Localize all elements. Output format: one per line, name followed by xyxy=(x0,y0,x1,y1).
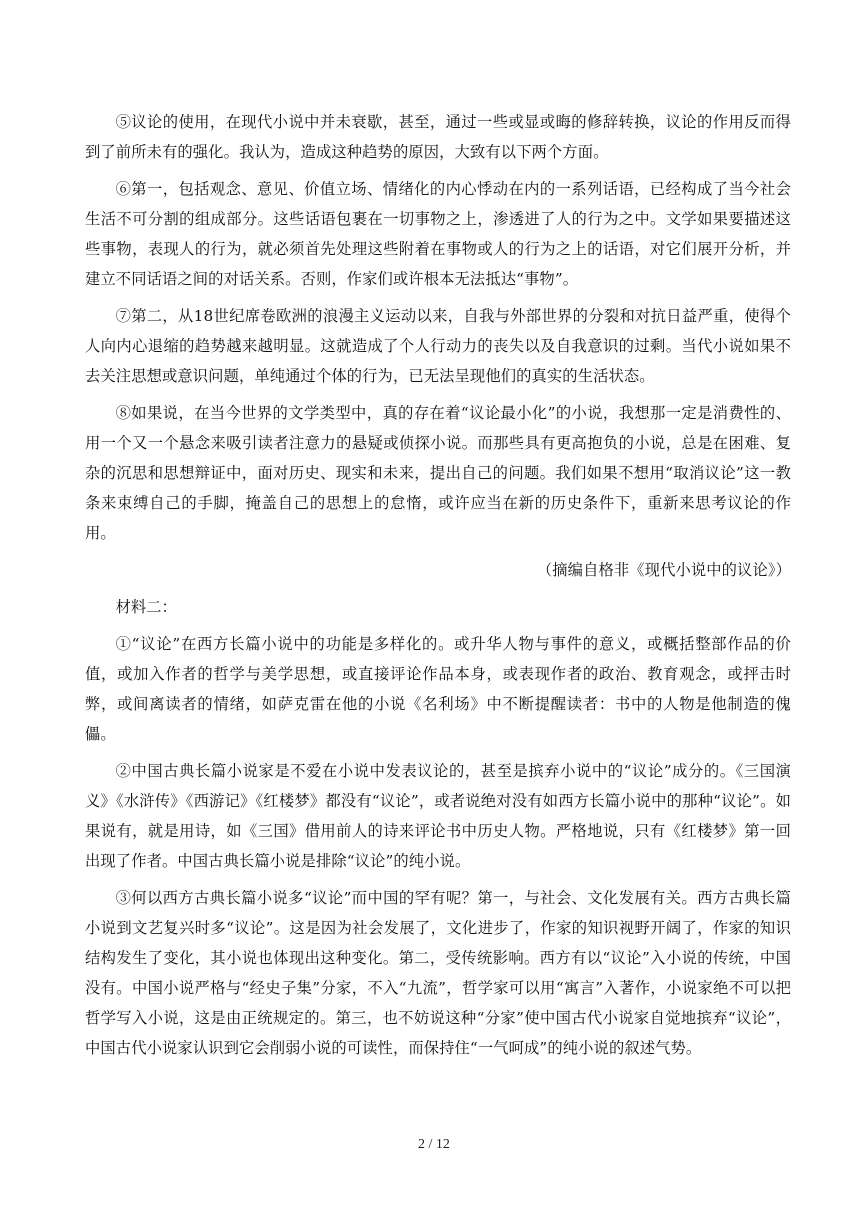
paragraph-8: ⑧如果说，在当今世界的文学类型中，真的存在着“议论最小化”的小说，我想那一定是消费性的、用一个又一个悬念来吸引读者注意力的悬疑或侦探小说。而那些具有更高抱负的小说，总是在困难、复杂的沉思和思想辩证中，面对历史、现实和未来，提出自己的问题。我们如果不想用“取消议论”这一教条来束缚自己的手脚，掩盖自己的思想上的怠惰，或许应当在新的历史条件下，重新来思考议论的作用。 xyxy=(85,404,791,542)
source-citation: （摘编自格非《现代小说中的议论》） xyxy=(536,561,791,579)
paragraph-5: ⑤议论的使用，在现代小说中并未衰歇，甚至，通过一些或显或晦的修辞转换，议论的作用反而得到了前所未有的强化。我认为，造成这种趋势的原因，大致有以下两个方面。 xyxy=(85,113,791,161)
material-two-heading: 材料二： xyxy=(115,598,177,616)
paragraph-6: ⑥第一，包括观念、意见、价值立场、情绪化的内心悸动在内的一系列话语，已经构成了当今社会生活不可分割的组成部分。这些话语包裹在一切事物之上，渗透进了人的行为之中。文学如果要描述这些事物，表现人的行为，就必须首先处理这些附着在事物或人的行为之上的话语，对它们展开分析，并建立不同话语之间的对话关系。否则，作家们或许根本无法抵达“事物”。 xyxy=(85,180,791,288)
material2-paragraph-1: ①“议论”在西方长篇小说中的功能是多样化的。或升华人物与事件的意义，或概括整部作品的价值，或加入作者的哲学与美学思想，或直接评论作品本身，或表现作者的政治、教育观念，或抨击时弊，或间离读者的情绪，如萨克雷在他的小说《名利场》中不断提醒读者：书中的人物是他制造的傀儡。 xyxy=(85,635,791,743)
material2-paragraph-3: ③何以西方古典长篇小说多“议论”而中国的罕有呢？第一，与社会、文化发展有关。西方古典长篇小说到文艺复兴时多“议论”。这是因为社会发展了，文化进步了，作家的知识视野开阔了，作家的知识结构发生了变化，其小说也体现出这种变化。第二，受传统影响。西方有以“议论”入小说的传统，中国没有。中国小说严格与“经史子集”分家，不入“九流”，哲学家可以用“寓言”入著作，小说家绝不可以把哲学写入小说，这是由正统规定的。第三，也不妨说这种“分家”使中国古代小说家自觉地摈弃“议论”，中国古代小说家认识到它会削弱小说的可读性，而保持住“一气呵成”的纯小说的叙述气势。 xyxy=(85,889,791,1057)
material2-paragraph-2: ②中国古典长篇小说家是不爱在小说中发表议论的，甚至是摈弃小说中的“议论”成分的。《三国演义》《水浒传》《西游记》《红楼梦》都没有“议论”，或者说绝对没有如西方长篇小说中的那种“议论”。如果说有，就是用诗，如《三国》借用前人的诗来评论书中历史人物。严格地说，只有《红楼梦》第一回出现了作者。中国古典长篇小说是排除“议论”的纯小说。 xyxy=(85,762,791,870)
document-body xyxy=(85,107,791,1070)
page-number: 2 / 12 xyxy=(418,1137,450,1152)
paragraph-7: ⑦第二，从18世纪席卷欧洲的浪漫主义运动以来，自我与外部世界的分裂和对抗日益严重，使得个人向内心退缩的趋势越来越明显。这就造成了个人行动力的丧失以及自我意识的过剩。当代小说如果不去关注思想或意识问题，单纯通过个体的行为，已无法呈现他们的真实的生活状态。 xyxy=(85,307,791,385)
